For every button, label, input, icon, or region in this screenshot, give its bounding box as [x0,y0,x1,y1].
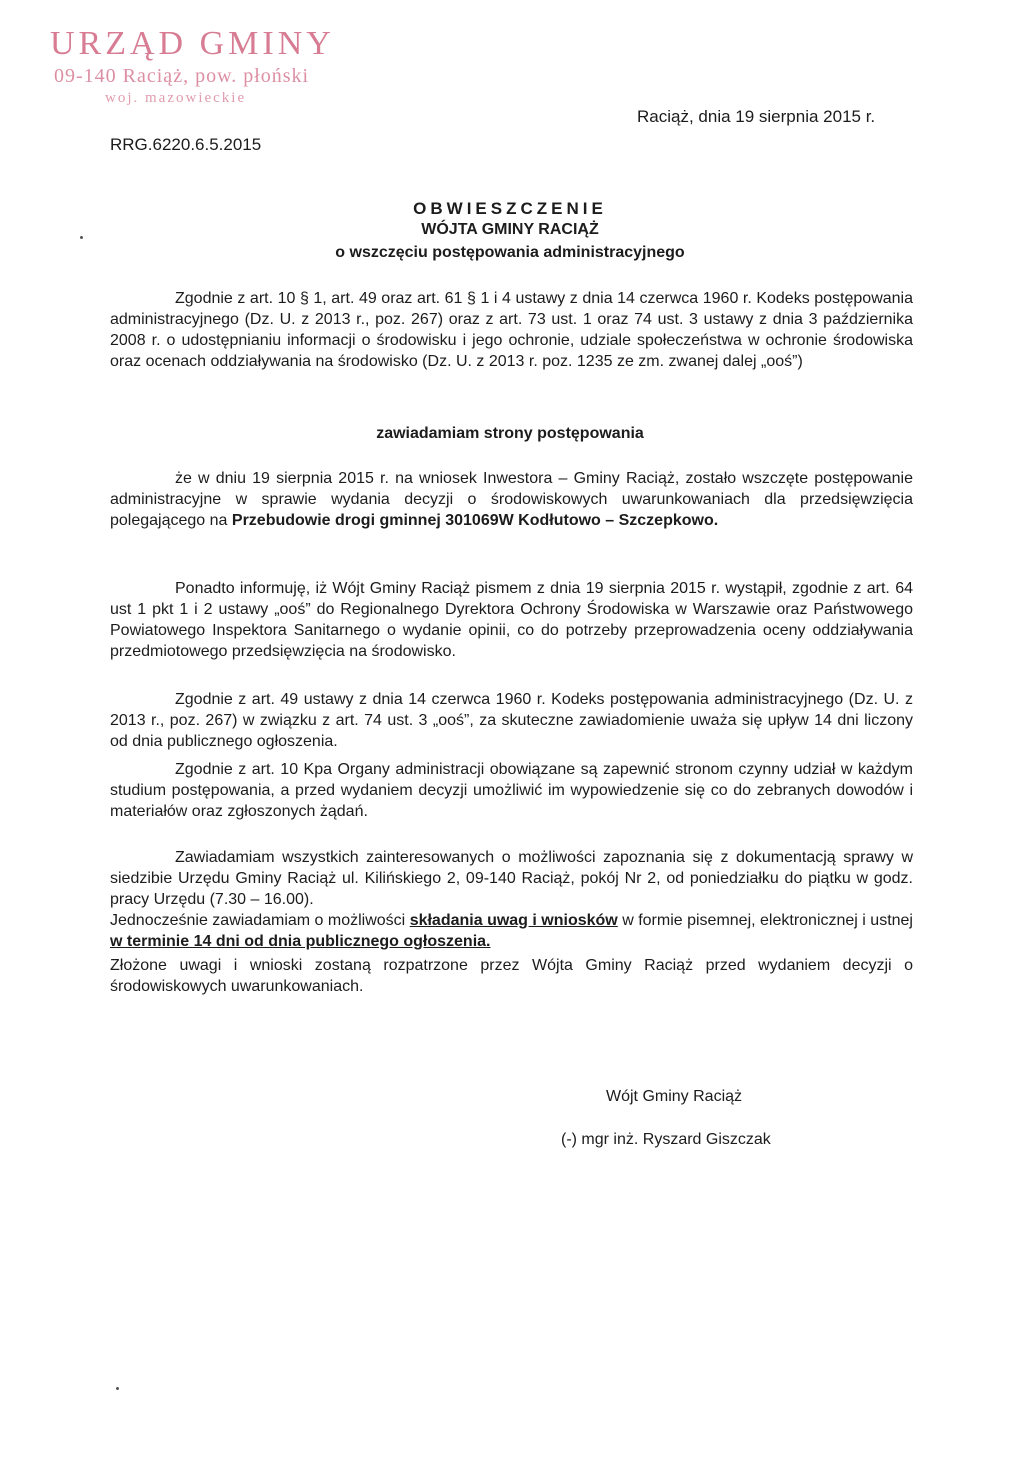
comments-text-c: w formie pisemnej, elektronicznej i ustnej [617,912,913,929]
documentation-access-paragraph: Zawiadamiam wszystkich zainteresowanych o możliwości zapoznania się z dokumentacją sprawy w siedzibie Urzędu Gminy Raciąż ul. Kilińskiego 2, 09-140 Raciąż, pokój Nr 2, od poniedziałku do piątku w godz. pracy Urzędu (7.30 – 16.00). [110,849,913,908]
signatory-name: (-) mgr inż. Ryszard Giszczak [561,1131,771,1148]
comments-emphasis: składania uwag i wniosków [409,912,618,929]
party-rights-paragraph: Zgodnie z art. 10 Kpa Organy administracji obowiązane są zapewnić stronom czynny udział w każdym studium postępowania, a przed wydaniem decyzji umożliwić im wypowiedzenie się co do zebranych dowodów i materiałów oraz zgłoszonych żądań. [110,761,913,820]
signatory-title: Wójt Gminy Raciąż [606,1088,743,1105]
project-name: Przebudowie drogi gminnej 301069W Kodłutowo – Szczepkowo. [231,512,719,529]
stamp-line-province: woj. mazowieckie [105,90,247,106]
document-subject: o wszczęciu postępowania administracyjnego [335,244,685,261]
review-paragraph: Złożone uwagi i wnioski zostaną rozpatrzone przez Wójta Gminy Raciąż przed wydaniem decyzji o środowiskowych uwarunkowaniach. [110,957,913,995]
initiation-text: że w dniu 19 sierpnia 2015 r. na wniosek Inwestora – Gminy Raciąż, zostało wszczęte postępowanie administracyjne w sprawie wydania decyzji o środowiskowych uwarunkowaniach dla przedsięwzięcia polegającego na [110,470,913,529]
stamp-line-office: URZĄD GMINY [50,25,335,62]
initiation-paragraph [110,468,913,531]
scan-speck [80,236,83,239]
legal-basis-paragraph: Zgodnie z art. 10 § 1, art. 49 oraz art. 61 § 1 i 4 ustawy z dnia 14 czerwca 1960 r. Kodeks postępowania administracyjnego (Dz. U. z 2013 r., poz. 267) oraz z art. 73 ust. 1 oraz 74 ust. 3 ustawy z dnia 3 października 2008 r. o udostępnianiu informacji o środowisku i jego ochronie, udziale społeczeństwa w ochronie środowiska oraz ocenach oddziaływania na środowisko (Dz. U. z 2013 r. poz. 1235 ze zm. zwanej dalej „ooś”) [110,290,913,370]
comments-paragraph [110,910,913,952]
comments-deadline: w terminie 14 dni od dnia publicznego ogłoszenia. [110,933,491,950]
scan-speck [116,1387,119,1390]
comments-text-a: Jednocześnie zawiadamiam o możliwości [110,912,410,929]
stamp-line-address: 09-140 Raciąż, pow. płoński [54,65,310,87]
notification-rule-paragraph: Zgodnie z art. 49 ustawy z dnia 14 czerwca 1960 r. Kodeks postępowania administracyjnego (Dz. U. z 2013 r., poz. 267) w związku z art. 74 ust. 3 „ooś”, za skuteczne zawiadomienie uważa się upływ 14 dni liczony od dnia publicznego ogłoszenia. [110,691,913,750]
office-stamp [50,24,335,108]
document-title: OBWIESZCZENIE [413,199,607,218]
document-issuer: WÓJTA GMINY RACIĄŻ [421,221,599,238]
place-date: Raciąż, dnia 19 sierpnia 2015 r. [637,107,876,126]
opinion-request-paragraph: Ponadto informuję, iż Wójt Gminy Raciąż pismem z dnia 19 sierpnia 2015 r. wystąpił, zgodnie z art. 64 ust 1 pkt 1 i 2 ustawy „ooś” do Regionalnego Dyrektora Ochrony Środowiska w Warszawie oraz Państwowego Powiatowego Inspektora Sanitarnego o wydanie opinii, co do potrzeby przeprowadzenia oceny oddziaływania przedmiotowego przedsięwzięcia na środowisko. [110,580,913,660]
notice-heading: zawiadamiam strony postępowania [376,425,644,442]
reference-number: RRG.6220.6.5.2015 [110,135,262,154]
